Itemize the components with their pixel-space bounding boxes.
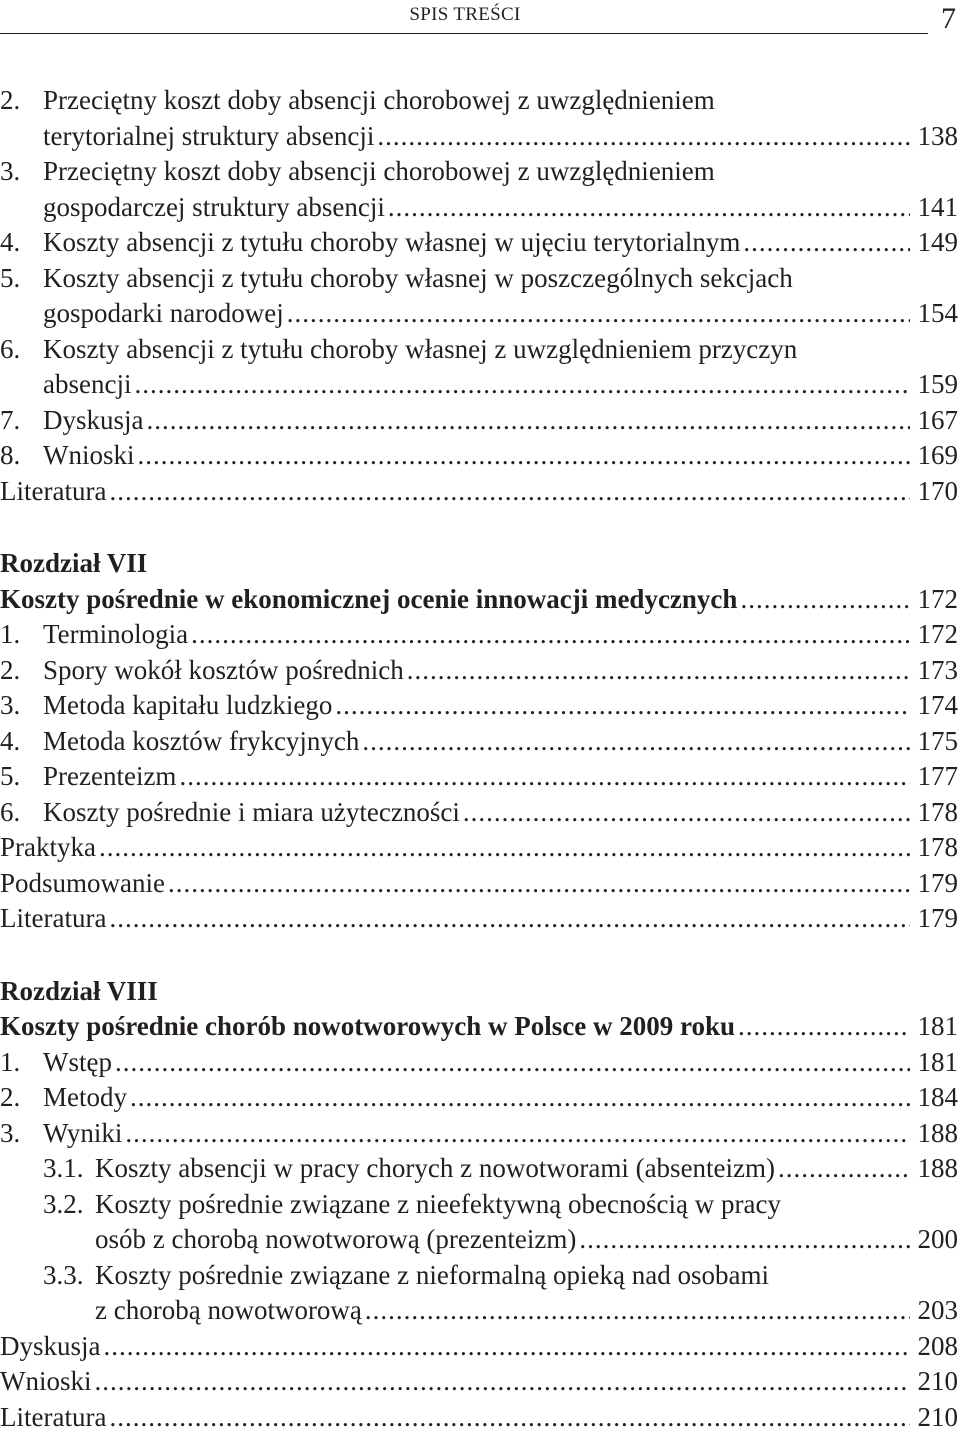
toc-entry-title: Spory wokół kosztów pośrednich bbox=[43, 653, 404, 689]
dot-leader bbox=[738, 1009, 910, 1045]
toc-entry-number: 2. bbox=[0, 1080, 43, 1116]
toc-entry-title: Podsumowanie bbox=[0, 866, 165, 902]
toc-entry-page: 159 bbox=[916, 367, 958, 403]
dot-leader bbox=[407, 653, 910, 689]
toc-entry[interactable] bbox=[0, 1116, 958, 1152]
toc-entry-page: 178 bbox=[916, 795, 958, 831]
toc-entry-number: 3.1. bbox=[43, 1151, 95, 1187]
toc-entry-continuation[interactable] bbox=[0, 119, 958, 155]
toc-entry[interactable] bbox=[0, 83, 958, 119]
toc-entry-page: 210 bbox=[916, 1400, 958, 1435]
toc-entry-page: 181 bbox=[916, 1045, 958, 1081]
dot-leader bbox=[579, 1222, 910, 1258]
toc-entry-page: 167 bbox=[916, 403, 958, 439]
chapter-title-entry[interactable] bbox=[0, 1009, 958, 1045]
toc-entry-continuation[interactable] bbox=[0, 190, 958, 226]
toc-entry-title: Literatura bbox=[0, 901, 106, 937]
dot-leader bbox=[147, 403, 911, 439]
toc-entry-title: Koszty absencji z tytułu choroby własnej w ujęciu terytorialnym bbox=[43, 225, 740, 261]
toc-entry-page: 203 bbox=[916, 1293, 958, 1329]
toc-entry-number: 5. bbox=[0, 759, 43, 795]
dot-leader bbox=[99, 830, 910, 866]
dot-leader bbox=[125, 1116, 910, 1152]
toc-entry[interactable] bbox=[0, 154, 958, 190]
toc-entry[interactable] bbox=[0, 261, 958, 297]
toc-entry-title: Koszty absencji z tytułu choroby własnej z uwzględnieniem przyczyn bbox=[43, 332, 797, 368]
toc-entry-page: 208 bbox=[916, 1329, 958, 1365]
toc-entry-title: Terminologia bbox=[43, 617, 188, 653]
toc-entry[interactable] bbox=[0, 225, 958, 261]
toc-entry-title: Wyniki bbox=[43, 1116, 122, 1152]
toc-entry[interactable] bbox=[0, 1045, 958, 1081]
dot-leader bbox=[109, 901, 910, 937]
toc-entry-page: 169 bbox=[916, 438, 958, 474]
chapter-title: Koszty pośrednie chorób nowotworowych w Polsce w 2009 roku bbox=[0, 1009, 735, 1045]
chapter-label: Rozdział VIII bbox=[0, 974, 958, 1010]
toc-entry-number: 3. bbox=[0, 688, 43, 724]
toc-entry-title: Przeciętny koszt doby absencji chorobowej z uwzględnieniem bbox=[43, 83, 715, 119]
toc-entry[interactable] bbox=[0, 653, 958, 689]
toc-entry-page: 154 bbox=[916, 296, 958, 332]
toc-entry-title: Metody bbox=[43, 1080, 127, 1116]
toc-entry-title: Dyskusja bbox=[0, 1329, 101, 1365]
dot-leader bbox=[287, 296, 910, 332]
dot-leader bbox=[168, 866, 910, 902]
dot-leader bbox=[463, 795, 910, 831]
toc-entry-title: Praktyka bbox=[0, 830, 96, 866]
toc-entry[interactable] bbox=[0, 901, 958, 937]
toc-subentry[interactable] bbox=[0, 1187, 958, 1223]
toc-entry-title: Wnioski bbox=[0, 1364, 92, 1400]
toc-entry[interactable] bbox=[0, 795, 958, 831]
toc-entry-page: 178 bbox=[916, 830, 958, 866]
toc-entry[interactable] bbox=[0, 1400, 958, 1435]
dot-leader bbox=[109, 474, 910, 510]
toc-entry[interactable] bbox=[0, 1364, 958, 1400]
toc-entry-number: 3.3. bbox=[43, 1258, 95, 1294]
dot-leader bbox=[388, 190, 910, 226]
dot-leader bbox=[362, 724, 910, 760]
toc-entry-page: 179 bbox=[916, 901, 958, 937]
toc-entry-number: 4. bbox=[0, 225, 43, 261]
toc-entry-number: 3. bbox=[0, 154, 43, 190]
toc-entry-page: 170 bbox=[916, 474, 958, 510]
toc-entry-continuation[interactable] bbox=[0, 367, 958, 403]
toc-entry[interactable] bbox=[0, 332, 958, 368]
toc-entry-title: osób z chorobą nowotworową (prezenteizm) bbox=[95, 1222, 576, 1258]
toc-entry-number: 5. bbox=[0, 261, 43, 297]
toc-entry-page: 184 bbox=[916, 1080, 958, 1116]
toc-entry-page: 181 bbox=[916, 1009, 958, 1045]
toc-entry-title: Literatura bbox=[0, 1400, 106, 1435]
toc-entry-title: Wstęp bbox=[43, 1045, 112, 1081]
toc-entry-page: 172 bbox=[916, 582, 958, 618]
toc-entry[interactable] bbox=[0, 1329, 958, 1365]
toc-entry-title: gospodarczej struktury absencji bbox=[43, 190, 385, 226]
toc-entry-page: 149 bbox=[916, 225, 958, 261]
toc-entry-title: Przeciętny koszt doby absencji chorobowej z uwzględnieniem bbox=[43, 154, 715, 190]
toc-entry-title: Koszty pośrednie i miara użyteczności bbox=[43, 795, 460, 831]
running-title: SPIS TREŚCI bbox=[0, 4, 930, 26]
dot-leader bbox=[778, 1151, 910, 1187]
toc-entry-page: 172 bbox=[916, 617, 958, 653]
toc-entry-title: terytorialnej struktury absencji bbox=[43, 119, 374, 155]
toc-entry[interactable] bbox=[0, 438, 958, 474]
toc-entry-number: 2. bbox=[0, 653, 43, 689]
toc-entry-title: Prezenteizm bbox=[43, 759, 176, 795]
toc-subentry[interactable] bbox=[0, 1151, 958, 1187]
dot-leader bbox=[740, 582, 910, 618]
dot-leader bbox=[138, 438, 911, 474]
dot-leader bbox=[335, 688, 910, 724]
toc-entry-title: Metoda kosztów frykcyjnych bbox=[43, 724, 359, 760]
toc-entry-title: absencji bbox=[43, 367, 131, 403]
table-of-contents bbox=[0, 83, 958, 1435]
toc-subentry-continuation[interactable] bbox=[0, 1293, 958, 1329]
toc-entry-title: Wnioski bbox=[43, 438, 135, 474]
dot-leader bbox=[115, 1045, 910, 1081]
toc-subentry[interactable] bbox=[0, 1258, 958, 1294]
dot-leader bbox=[95, 1364, 911, 1400]
toc-entry-number: 3.2. bbox=[43, 1187, 95, 1223]
toc-entry-page: 173 bbox=[916, 653, 958, 689]
toc-entry-page: 188 bbox=[916, 1151, 958, 1187]
toc-entry-title: Koszty absencji w pracy chorych z nowotworami (absenteizm) bbox=[95, 1151, 775, 1187]
toc-entry-title: Dyskusja bbox=[43, 403, 144, 439]
toc-entry-number: 7. bbox=[0, 403, 43, 439]
toc-entry-number: 1. bbox=[0, 617, 43, 653]
toc-entry[interactable] bbox=[0, 617, 958, 653]
toc-entry[interactable] bbox=[0, 688, 958, 724]
toc-entry[interactable] bbox=[0, 759, 958, 795]
dot-leader bbox=[109, 1400, 910, 1435]
chapter-label: Rozdział VII bbox=[0, 546, 958, 582]
toc-entry-number: 8. bbox=[0, 438, 43, 474]
header-rule bbox=[0, 33, 928, 34]
chapter-title-entry[interactable] bbox=[0, 582, 958, 618]
dot-leader bbox=[179, 759, 910, 795]
toc-entry[interactable] bbox=[0, 866, 958, 902]
dot-leader bbox=[191, 617, 910, 653]
toc-entry[interactable] bbox=[0, 474, 958, 510]
toc-entry-number: 2. bbox=[0, 83, 43, 119]
toc-entry-number: 6. bbox=[0, 332, 43, 368]
page-number: 7 bbox=[941, 2, 956, 36]
dot-leader bbox=[130, 1080, 910, 1116]
chapter-title: Koszty pośrednie w ekonomicznej ocenie innowacji medycznych bbox=[0, 582, 737, 618]
toc-entry-continuation[interactable] bbox=[0, 296, 958, 332]
toc-entry-number: 3. bbox=[0, 1116, 43, 1152]
dot-leader bbox=[365, 1293, 910, 1329]
toc-entry-page: 179 bbox=[916, 866, 958, 902]
toc-entry-title: Literatura bbox=[0, 474, 106, 510]
toc-entry-title: Koszty absencji z tytułu choroby własnej w poszczególnych sekcjach bbox=[43, 261, 793, 297]
toc-entry-page: 141 bbox=[916, 190, 958, 226]
toc-entry[interactable] bbox=[0, 724, 958, 760]
toc-entry-page: 188 bbox=[916, 1116, 958, 1152]
dot-leader bbox=[743, 225, 910, 261]
toc-subentry-continuation[interactable] bbox=[0, 1222, 958, 1258]
dot-leader bbox=[134, 367, 910, 403]
dot-leader bbox=[104, 1329, 911, 1365]
page-header bbox=[0, 0, 960, 40]
toc-entry-number: 6. bbox=[0, 795, 43, 831]
toc-entry-page: 200 bbox=[916, 1222, 958, 1258]
toc-entry-title: z chorobą nowotworową bbox=[95, 1293, 362, 1329]
toc-entry-page: 210 bbox=[916, 1364, 958, 1400]
toc-entry-number: 4. bbox=[0, 724, 43, 760]
toc-entry-page: 174 bbox=[916, 688, 958, 724]
toc-entry-title: gospodarki narodowej bbox=[43, 296, 284, 332]
toc-entry-page: 175 bbox=[916, 724, 958, 760]
toc-entry-title: Koszty pośrednie związane z nieformalną opieką nad osobami bbox=[95, 1258, 769, 1294]
toc-entry-title: Koszty pośrednie związane z nieefektywną obecnością w pracy bbox=[95, 1187, 781, 1223]
toc-entry-page: 177 bbox=[916, 759, 958, 795]
toc-entry[interactable] bbox=[0, 1080, 958, 1116]
toc-entry-page: 138 bbox=[916, 119, 958, 155]
toc-entry-title: Metoda kapitału ludzkiego bbox=[43, 688, 332, 724]
toc-entry[interactable] bbox=[0, 403, 958, 439]
toc-entry[interactable] bbox=[0, 830, 958, 866]
toc-entry-number: 1. bbox=[0, 1045, 43, 1081]
dot-leader bbox=[377, 119, 910, 155]
